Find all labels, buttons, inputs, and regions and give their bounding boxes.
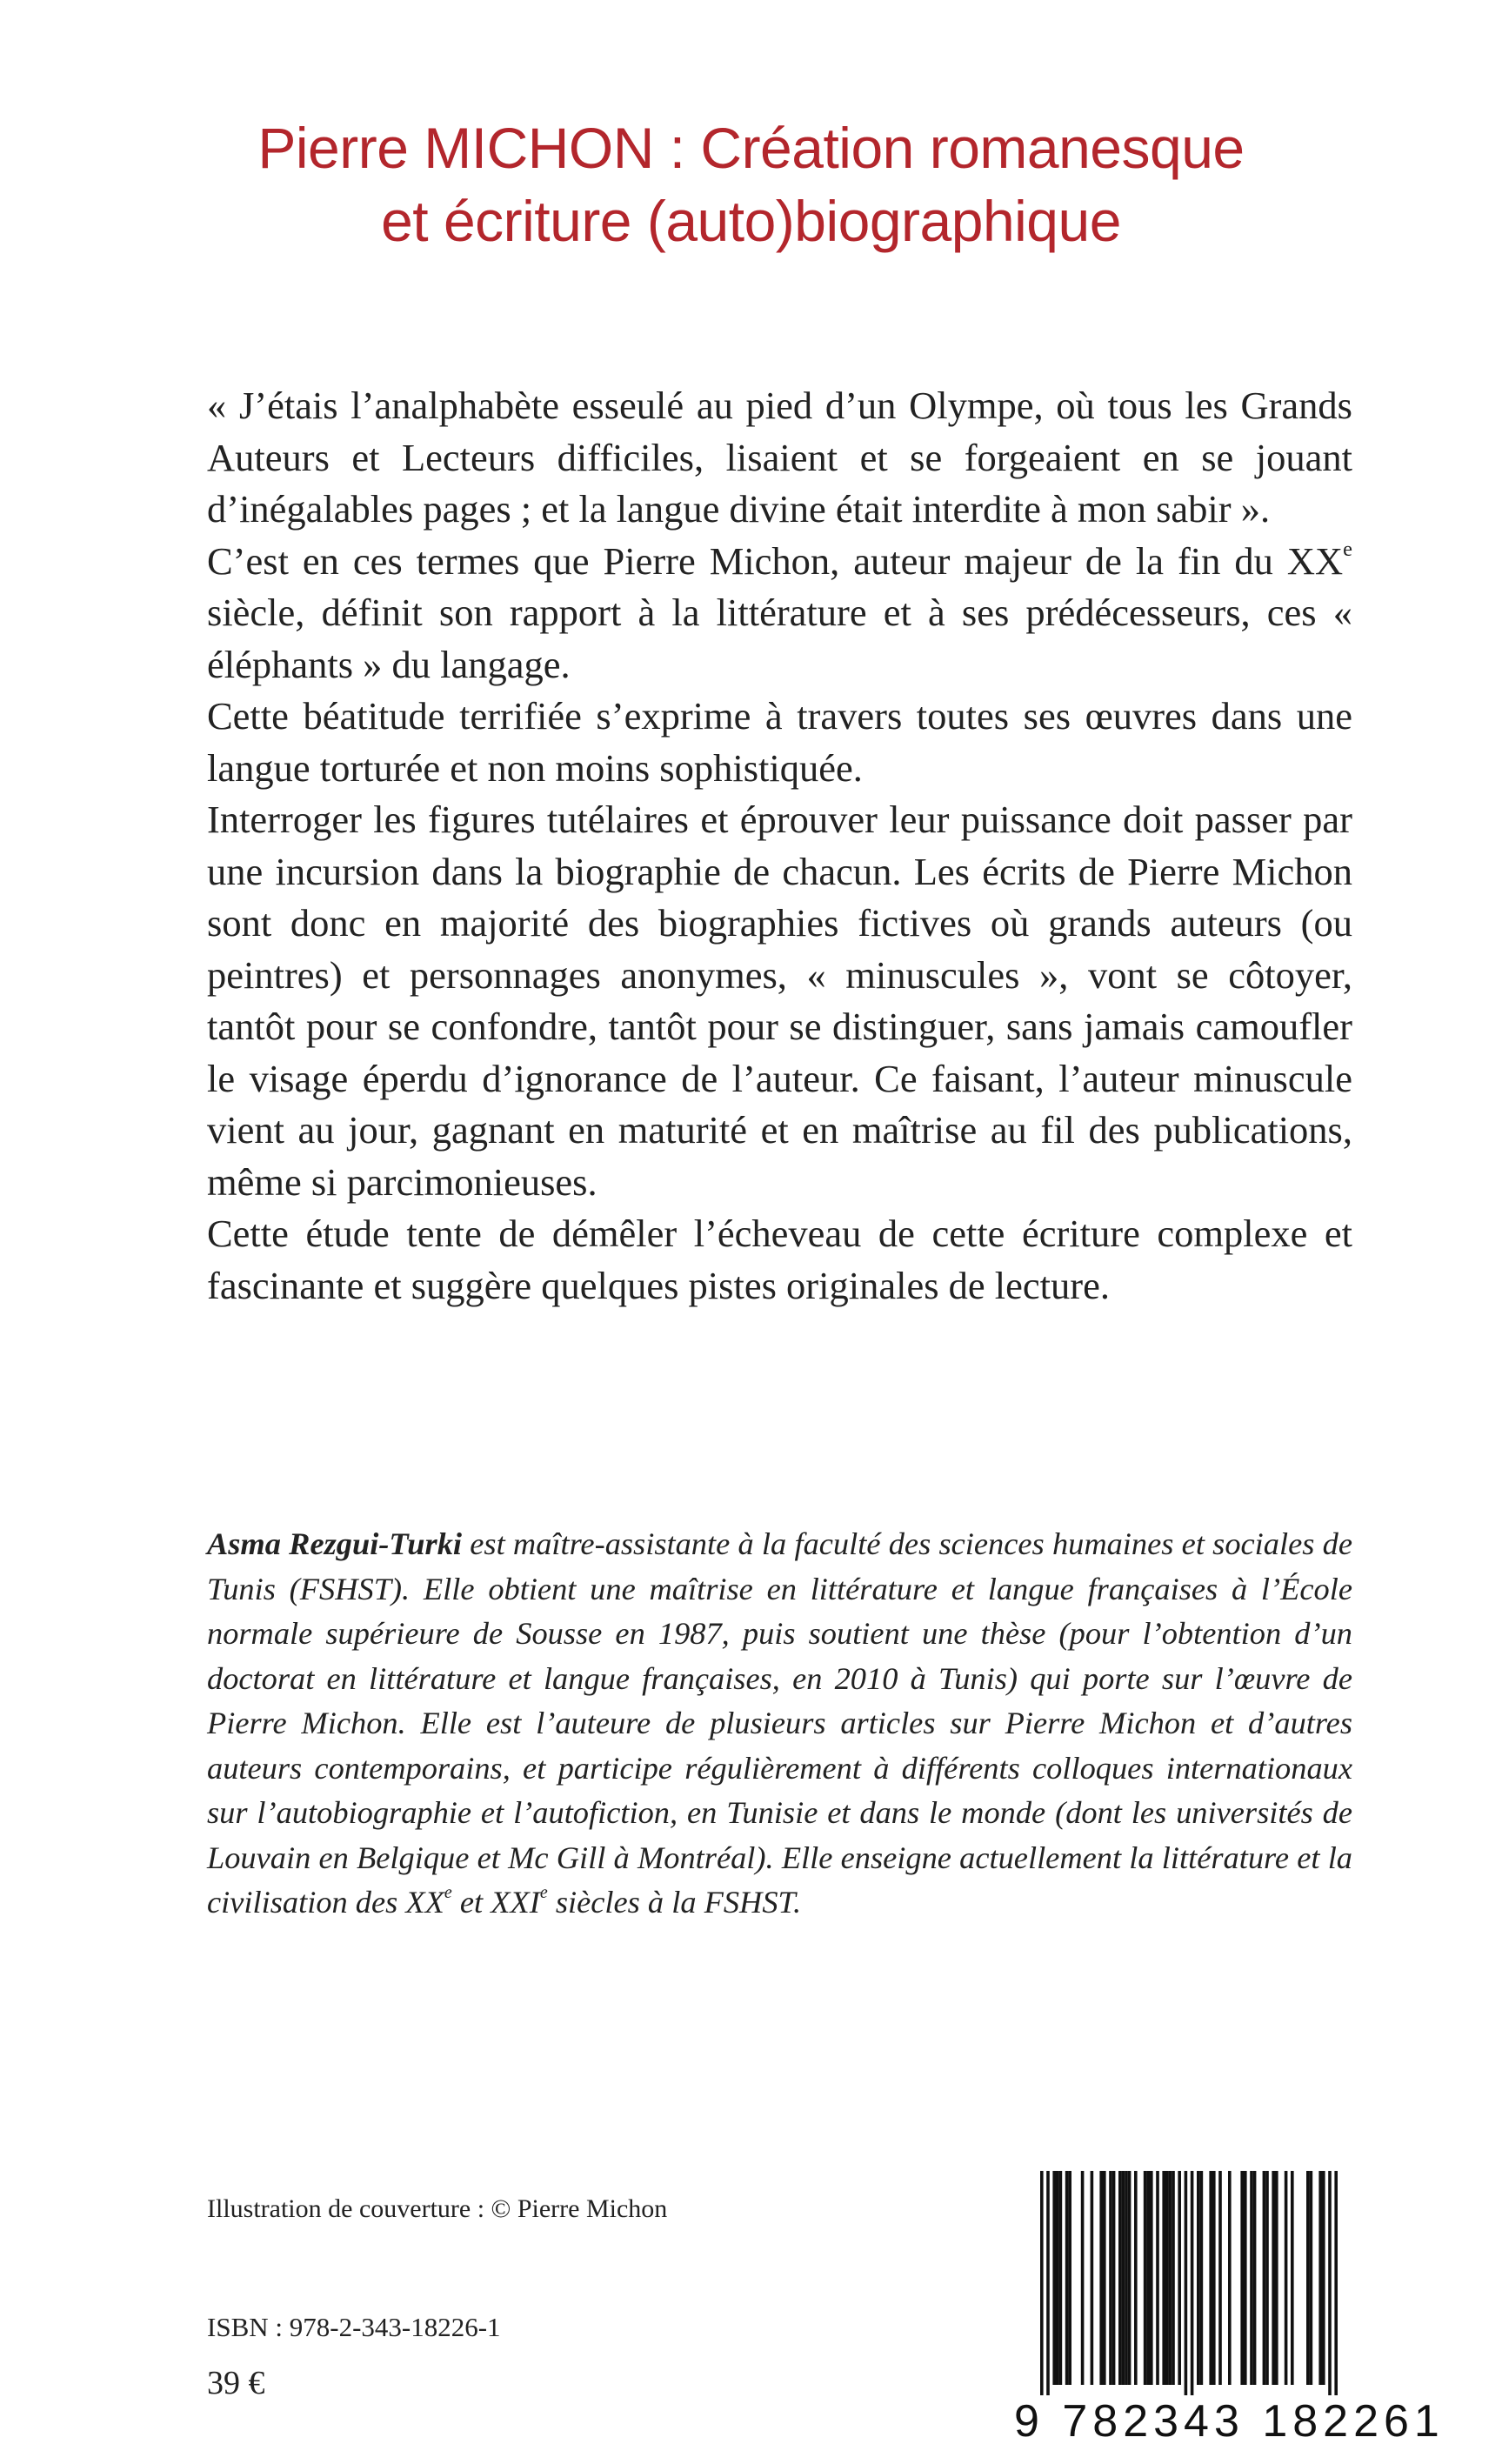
blurb-paragraph-5: Cette étude tente de démêler l’écheveau de cette écriture complexe et fascinante et suggère quelques pistes originales de lecture. bbox=[207, 1212, 1352, 1307]
barcode-bar bbox=[1118, 2171, 1122, 2385]
barcode-bar bbox=[1125, 2171, 1128, 2385]
barcode-bar bbox=[1218, 2171, 1222, 2385]
bio-text-a: est maître-assistante à la faculté des sciences humaines et sociales de Tunis (FSHST). Elle obtient une maîtrise en littérature et langue françaises à l’École normale supérieure de Sousse en 1987, puis soutient une thèse (pour l’obtention d’un doctorat en littérature et langue françaises, en 2010 à Tunis) qui porte sur l’œuvre de Pierre Michon. Elle est l’auteure de plusieurs articles sur Pierre Michon et d’autres auteurs contemporains, et participe régulièrement à différents colloques internationaux sur l’autobiographie et l’autofiction, en Tunisie et dans le monde (dont les universités de Louvain en Belgique et Mc Gill à Montréal). Elle enseigne actuellement la littérature et la civilisation des XX bbox=[207, 1526, 1352, 1920]
blurb-p2-text-a: C’est en ces termes que Pierre Michon, auteur majeur de la fin du XX bbox=[207, 538, 1344, 583]
barcode-bar bbox=[1099, 2171, 1103, 2385]
barcode-bars bbox=[1014, 2171, 1355, 2395]
barcode-bar bbox=[1185, 2171, 1188, 2395]
author-name: Asma Rezgui-Turki bbox=[207, 1526, 463, 1561]
barcode-bar bbox=[1150, 2171, 1153, 2385]
barcode-bar bbox=[1162, 2171, 1165, 2385]
price: 39 € bbox=[207, 2365, 265, 2401]
barcode-bar bbox=[1291, 2171, 1294, 2385]
barcode-bar bbox=[1244, 2171, 1247, 2385]
barcode-bar bbox=[1306, 2171, 1310, 2385]
barcode-bar bbox=[1144, 2171, 1147, 2385]
barcode-bar bbox=[1334, 2171, 1338, 2395]
barcode-bar bbox=[1197, 2171, 1200, 2385]
barcode-bar bbox=[1165, 2171, 1169, 2385]
barcode-bar bbox=[1122, 2171, 1125, 2385]
barcode-bar bbox=[1328, 2171, 1332, 2395]
bio-text-b: et XXI bbox=[451, 1885, 540, 1920]
barcode-bar bbox=[1191, 2171, 1194, 2395]
barcode-bar bbox=[1178, 2171, 1181, 2385]
barcode-bar bbox=[1250, 2171, 1253, 2385]
barcode-bar bbox=[1228, 2171, 1232, 2385]
barcode-bar bbox=[1209, 2171, 1212, 2385]
barcode-digits: 9 782343 182261 bbox=[1014, 2396, 1445, 2447]
bio-superscript-2: e bbox=[539, 1882, 548, 1902]
barcode-bar bbox=[1322, 2171, 1325, 2385]
book-title bbox=[139, 111, 1363, 257]
barcode-bar bbox=[1091, 2171, 1094, 2385]
blurb-paragraph-3: Cette béatitude terrifiée s’exprime à travers toutes ses œuvres dans une langue torturée et non moins sophistiquée. bbox=[207, 694, 1352, 790]
bio-superscript-1: e bbox=[444, 1882, 452, 1902]
cover-illustration-credit: Illustration de couverture : © Pierre Michon bbox=[207, 2194, 668, 2223]
barcode-bar bbox=[1272, 2171, 1275, 2385]
century-superscript: e bbox=[1343, 537, 1352, 561]
barcode-bar bbox=[1156, 2171, 1159, 2385]
barcode-bar bbox=[1065, 2171, 1069, 2385]
isbn: ISBN : 978-2-343-18226-1 bbox=[207, 2312, 501, 2342]
barcode-bar bbox=[1172, 2171, 1175, 2385]
barcode-bar bbox=[1200, 2171, 1204, 2385]
blurb-paragraph-2 bbox=[207, 536, 1352, 691]
barcode bbox=[1014, 2171, 1445, 2456]
barcode-bar bbox=[1109, 2171, 1112, 2385]
barcode-bar bbox=[1285, 2171, 1288, 2385]
barcode-bar bbox=[1103, 2171, 1106, 2385]
author-bio bbox=[207, 1522, 1352, 1926]
barcode-bar bbox=[1169, 2171, 1172, 2385]
barcode-bar bbox=[1263, 2171, 1266, 2385]
barcode-bar bbox=[1310, 2171, 1313, 2385]
title-line-1: Pierre MICHON : Création romanesque bbox=[257, 116, 1245, 180]
barcode-bar bbox=[1081, 2171, 1085, 2385]
title-line-2: et écriture (auto)biographique bbox=[381, 189, 1121, 253]
barcode-bar bbox=[1068, 2171, 1071, 2385]
barcode-bar bbox=[1046, 2171, 1050, 2395]
bio-text-c: siècles à la FSHST. bbox=[547, 1885, 802, 1920]
barcode-bar bbox=[1253, 2171, 1257, 2385]
blurb-paragraph-4: Interroger les figures tutélaires et éprouver leur puissance doit passer par une incursion dans la biographie de chacun. Les écrits de Pierre Michon sont donc en majorité des biographies fictives où grands auteurs (ou peintres) et personnages anonymes, « minuscules », vont se côtoyer, tantôt pour se confondre, tantôt pour se distinguer, sans jamais camoufler le visage éperdu d’ignorance de l’auteur. Ce faisant, l’auteur minuscule vient au jour, gagnant en maturité et en maîtrise au fil des publications, même si parcimonieuses. bbox=[207, 798, 1352, 1204]
barcode-bar bbox=[1128, 2171, 1132, 2385]
barcode-bar bbox=[1059, 2171, 1063, 2385]
barcode-bar bbox=[1265, 2171, 1269, 2385]
barcode-bar bbox=[1146, 2171, 1150, 2385]
author-bio-paragraph bbox=[207, 1522, 1352, 1926]
blurb-quote: « J’étais l’analphabète esseulé au pied d’un Olympe, où tous les Grands Auteurs et Lecteurs difficiles, lisaient et se forgeaient en se jouant d’inégalables pages ; et la langue divine était interdite à mon sabir ». bbox=[207, 384, 1352, 531]
barcode-bar bbox=[1275, 2171, 1278, 2385]
blurb-p2-text-b: siècle, définit son rapport à la littérature et à ses prédécesseurs, ces « éléphants » du langage. bbox=[207, 591, 1352, 686]
barcode-bar bbox=[1134, 2171, 1138, 2385]
barcode-bar bbox=[1056, 2171, 1059, 2385]
barcode-bar bbox=[1212, 2171, 1216, 2385]
barcode-bar bbox=[1052, 2171, 1056, 2385]
barcode-bar bbox=[1112, 2171, 1116, 2385]
blurb bbox=[207, 380, 1352, 1312]
barcode-bar bbox=[1318, 2171, 1322, 2385]
barcode-bar bbox=[1240, 2171, 1244, 2385]
barcode-bar bbox=[1040, 2171, 1044, 2395]
